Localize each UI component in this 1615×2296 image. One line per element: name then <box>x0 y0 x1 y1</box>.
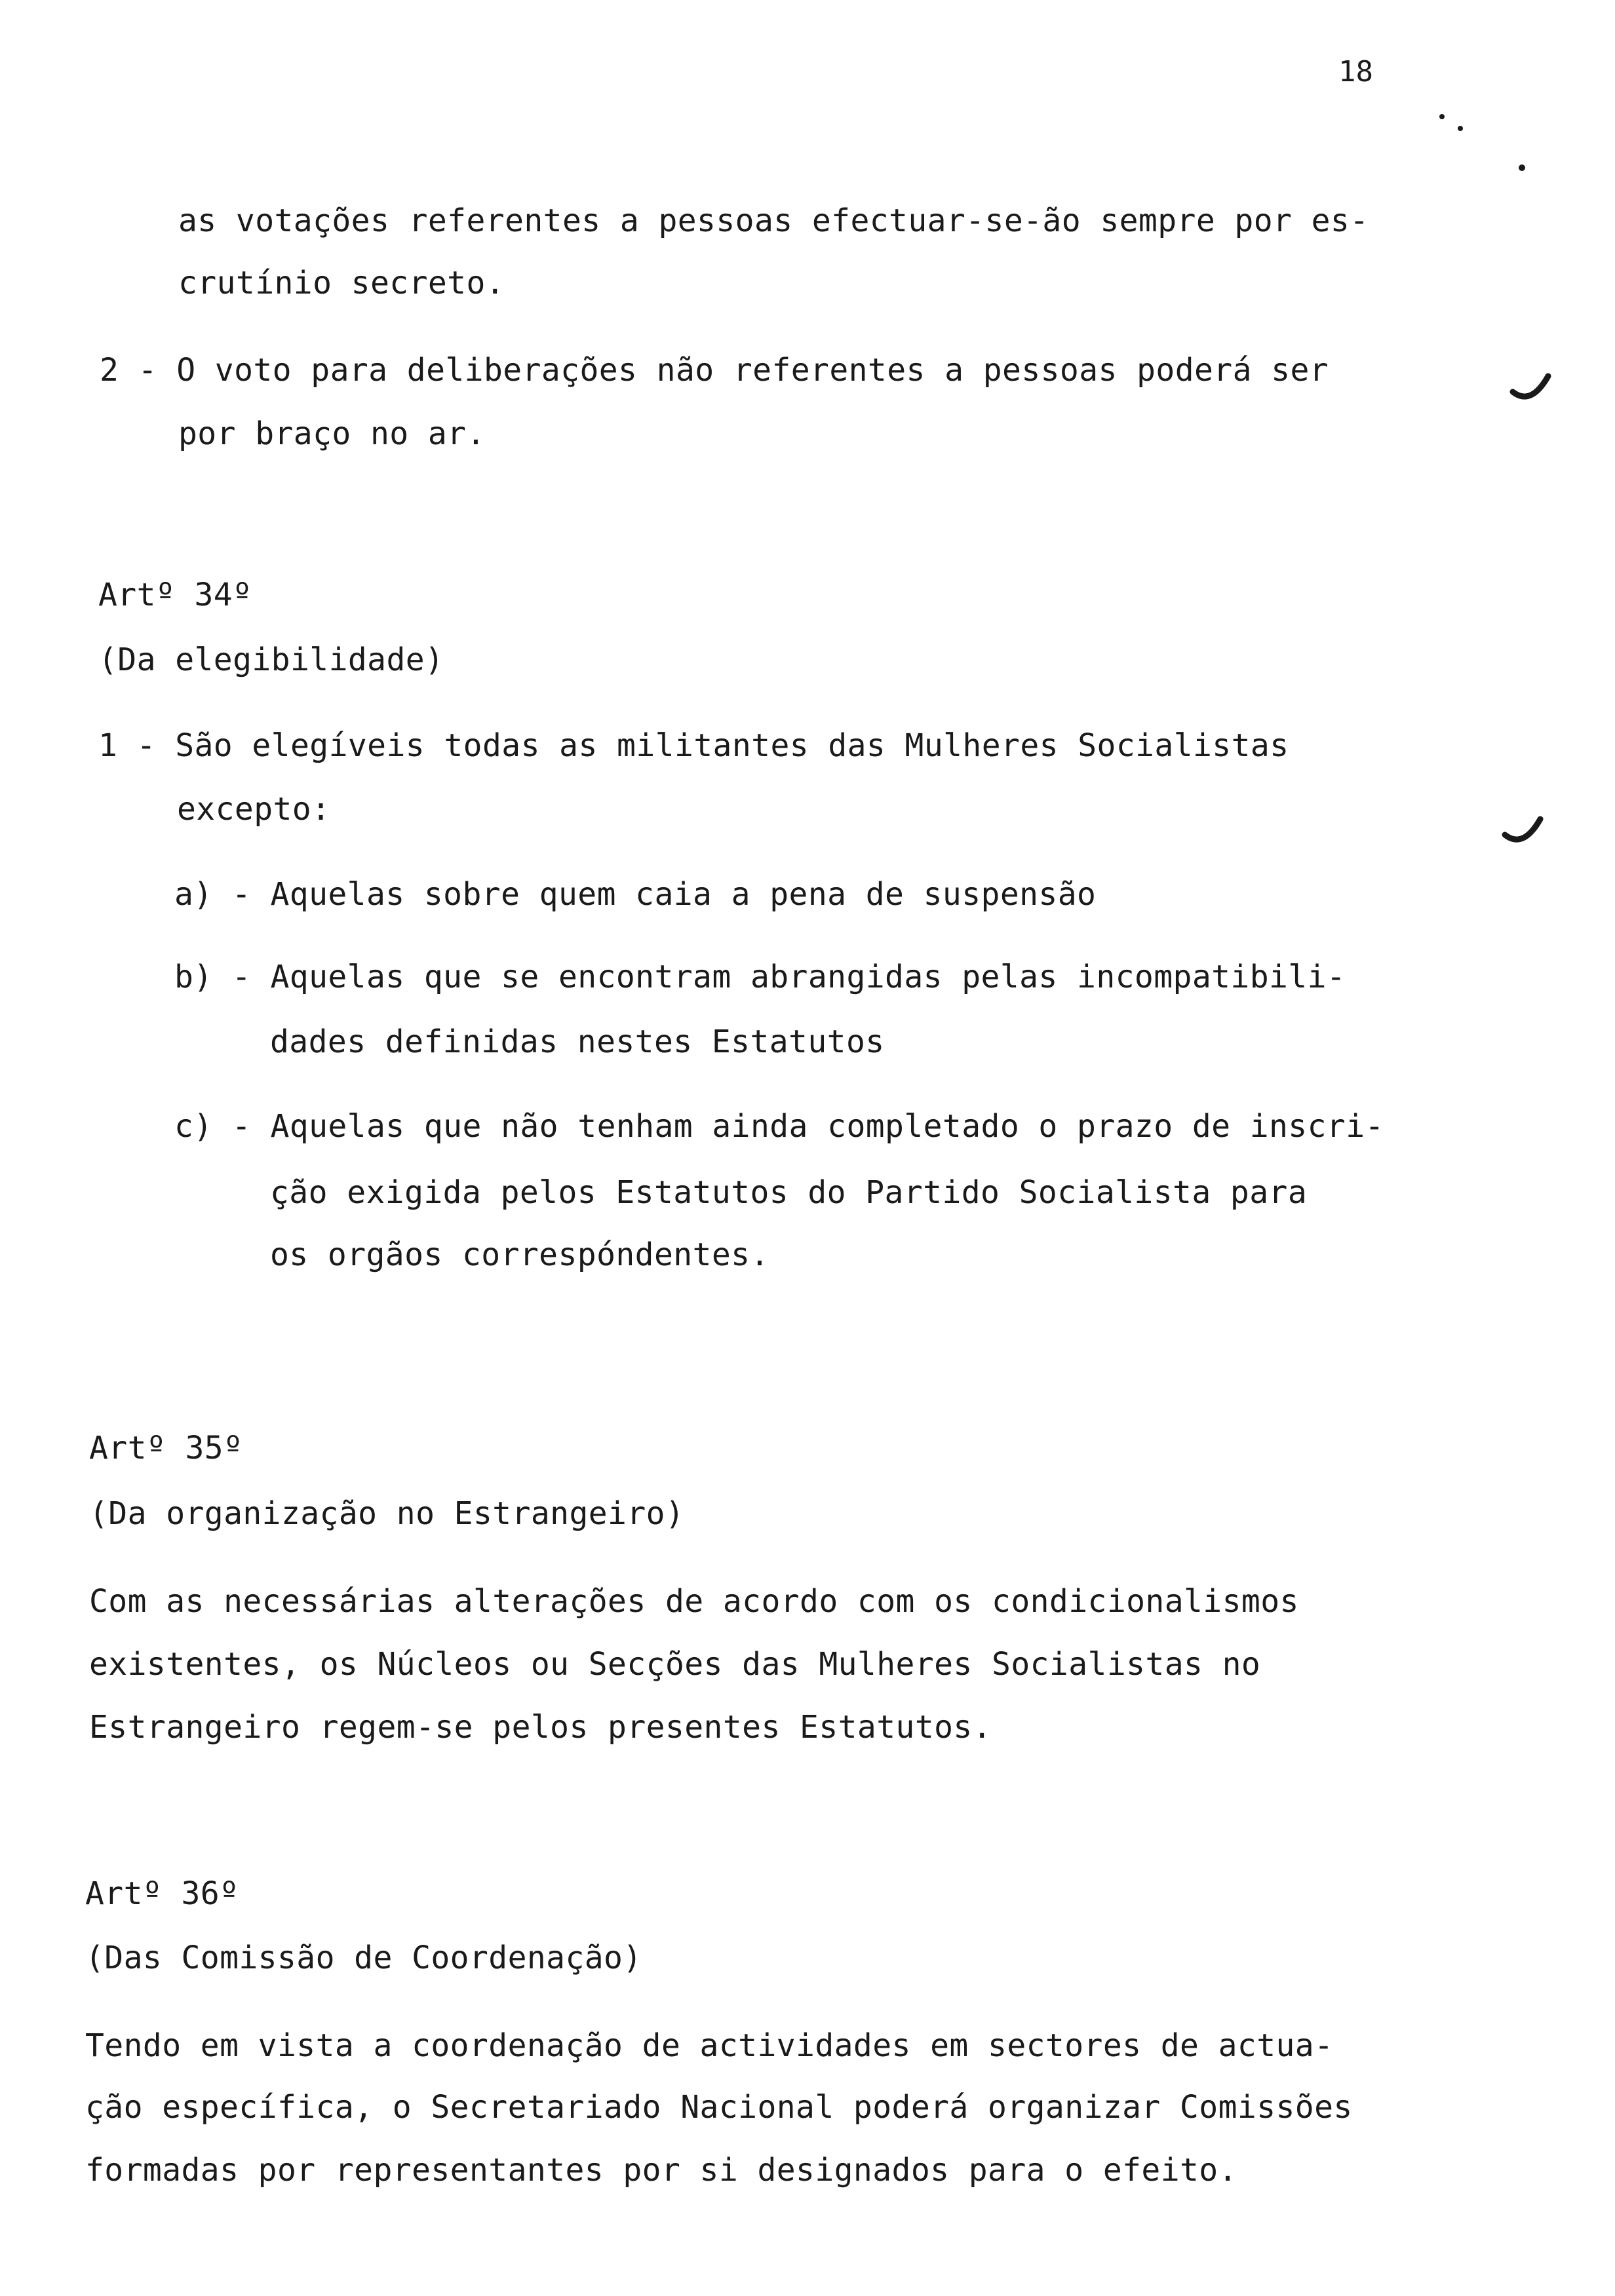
art34-item-1-line-1: 1 - São elegíveis todas as militantes das Mulheres Socialistas <box>98 727 1289 764</box>
art34-heading: Artº 34º <box>98 577 252 613</box>
continuation-item-2-line-1: 2 - O voto para deliberações não referentes a pessoas poderá ser <box>100 352 1329 389</box>
art34-item-c-line-1: c) - Aquelas que não tenham ainda completado o prazo de inscri- <box>174 1108 1384 1145</box>
art34-item-b-line-2: dades definidas nestes Estatutos <box>270 1024 885 1060</box>
art34-item-1-line-2: excepto: <box>177 791 331 828</box>
speck-marks <box>1435 105 1540 183</box>
page-number: 18 <box>1338 55 1373 88</box>
art35-subtitle: (Da organização no Estrangeiro) <box>89 1495 685 1532</box>
art34-item-b-line-1: b) - Aquelas que se encontram abrangidas pelas incompatibili- <box>174 959 1346 995</box>
art34-item-c-line-3: os orgãos correspóndentes. <box>270 1236 769 1273</box>
binding-mark-top <box>1508 367 1560 406</box>
art34-item-c-line-2: ção exigida pelos Estatutos do Partido Socialista para <box>270 1174 1308 1211</box>
art34-subtitle: (Da elegibilidade) <box>98 641 444 678</box>
art36-line-3: formadas por representantes por si designados para o efeito. <box>85 2152 1237 2189</box>
art36-line-2: ção específica, o Secretariado Nacional poderá organizar Comissões <box>85 2089 1353 2126</box>
art35-line-2: existentes, os Núcleos ou Secções das Mulheres Socialistas no <box>89 1646 1261 1683</box>
art34-item-a: a) - Aquelas sobre quem caia a pena de suspensão <box>174 876 1097 913</box>
art35-line-1: Com as necessárias alterações de acordo com os condicionalismos <box>89 1583 1299 1620</box>
art36-subtitle: (Das Comissão de Coordenação) <box>85 1940 642 1976</box>
continuation-item-2-line-2: por braço no ar. <box>178 415 486 452</box>
binding-mark-bottom <box>1500 810 1552 849</box>
art35-heading: Artº 35º <box>89 1430 243 1466</box>
continuation-line-1: as votações referentes a pessoas efectuar-se-ão sempre por es- <box>178 202 1369 239</box>
continuation-line-2: crutínio secreto. <box>178 265 505 301</box>
art36-heading: Artº 36º <box>85 1875 239 1912</box>
art36-line-1: Tendo em vista a coordenação de actividades em sectores de actua- <box>85 2027 1334 2064</box>
art35-line-3: Estrangeiro regem-se pelos presentes Estatutos. <box>89 1709 992 1746</box>
